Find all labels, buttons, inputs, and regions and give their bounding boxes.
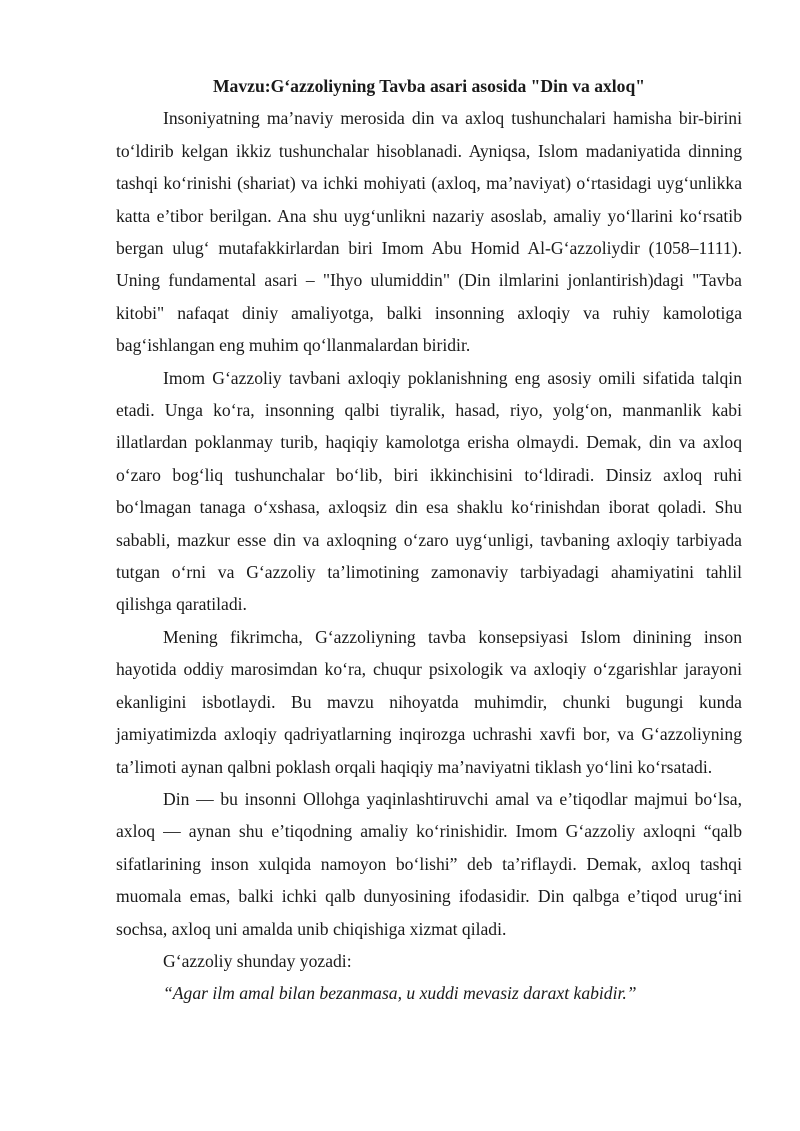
- paragraph-religion-and-morality: Din — bu insonni Ollohga yaqinlashtiruvchi amal va e’tiqodlar majmui bo‘lsa, axloq — aynan shu e’tiqodning amaliy ko‘rinishidir. Imom G‘azzoliy axloqni “qalb sifatlarining inson xulqida namoyon bo‘lishi” deb ta’riflaydi. Demak, axloq tashqi muomala emas, balki ichki qalb dunyosining ifodasidir. Din qalbga e’tiqod urug‘ini sochsa, axloq uni amalda unib chiqishiga xizmat qiladi.: [116, 788, 742, 939]
- quote-intro-line: G‘azzoliy shunday yozadi:: [163, 950, 352, 971]
- paragraph-author-opinion: Mening fikrimcha, G‘azzoliyning tavba konsepsiyasi Islom dinining inson hayotida oddiy marosimdan ko‘ra, chuqur psixologik va axloqiy o‘zgarishlar jarayoni ekanligini isbotlaydi. Bu mavzu nihoyatda muhimdir, chunki bugungi kunda jamiyatimizda axloqiy qadriyatlarning inqirozga uchrashi xavfi bor, va G‘azzoliyning ta’limoti aynan qalbni poklash orqali haqiqiy ma’naviyatni tiklash yo‘lini ko‘rsatadi.: [116, 626, 742, 777]
- paragraph-introduction: Insoniyatning ma’naviy merosida din va axloq tushunchalari hamisha bir-birini to‘ldirib kelgan ikkiz tushunchalar hisoblanadi. Ayniqsa, Islom madaniyatida dinning tashqi ko‘rinishi (shariat) va ichki mohiyati (axloq, ma’naviyat) o‘rtasidagi uyg‘unlikka katta e’tibor berilgan. Ana shu uyg‘unlikni nazariy asoslab, amaliy yo‘llarini ko‘rsatib bergan ulug‘ mutafakkirlardan biri Imom Abu Homid Al-G‘azzoliydir (1058–1111). Uning fundamental asari – "Ihyo ulumiddin" (Din ilmlarini jonlantirish)dagi "Tavba kitobi" nafaqat diniy amaliyotga, balki insonning axloqiy va ruhiy kamolotiga bag‘ishlangan eng muhim qo‘llanmalardan biridir.: [116, 108, 742, 356]
- paragraph-tavba-interpretation: Imom G‘azzoliy tavbani axloqiy poklanishning eng asosiy omili sifatida talqin etadi. Unga ko‘ra, insonning qalbi tiyralik, hasad, riyo, yolg‘on, manmanlik kabi illatlardan poklanmay turib, haqiqiy kamolotga erisha olmaydi. Demak, din va axloq o‘zaro bog‘liq tushunchalar bo‘lib, biri ikkinchisini to‘ldiradi. Dinsiz axloq ruhi bo‘lmagan tanaga o‘xshasa, axloqsiz din esa shaklu ko‘rinishdan iborat qoladi. Shu sababli, mazkur esse din va axloqning o‘zaro uyg‘unligi, tavbaning axloqiy tarbiyada tutgan o‘rni va G‘azzoliy ta’limotining zamonaviy tarbiyadagi ahamiyatini tahlil qilishga qaratiladi.: [116, 367, 742, 615]
- ghazali-quote: “Agar ilm amal bilan bezanmasa, u xuddi mevasiz daraxt kabidir.”: [163, 983, 637, 1004]
- document-title: Mavzu:G‘azzoliyning Tavba asari asosida "Din va axloq": [212, 76, 646, 96]
